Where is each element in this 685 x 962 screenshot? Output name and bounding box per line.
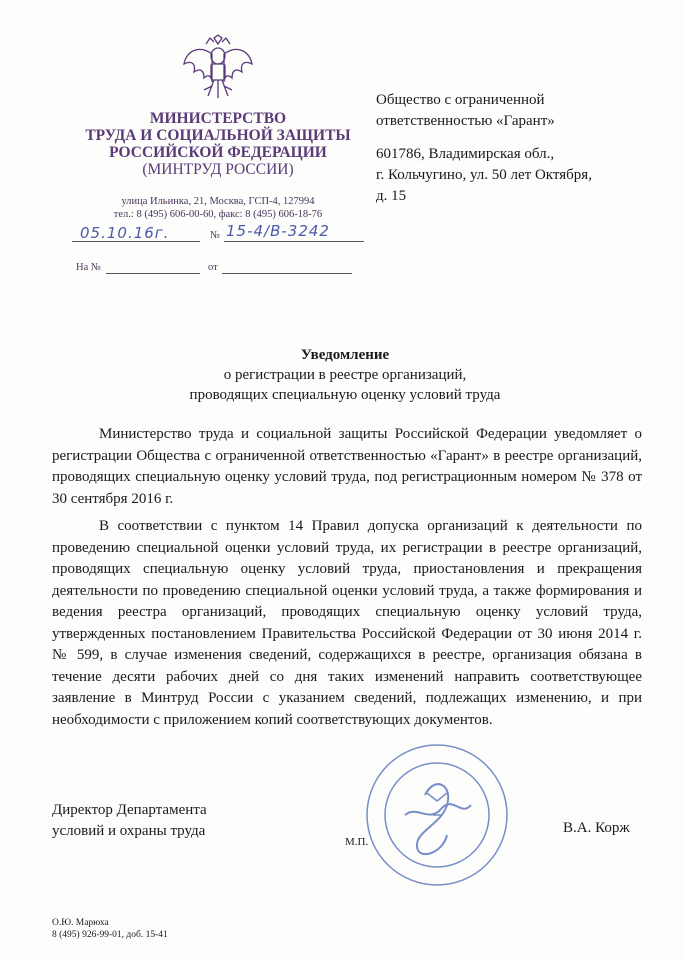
from-underline (222, 272, 352, 274)
coat-of-arms-icon (178, 34, 258, 104)
notice-title (40, 345, 650, 405)
recipient-address-line2: г. Кольчугино, ул. 50 лет Октября, (376, 167, 592, 183)
reference-from-label: от (208, 262, 218, 273)
recipient-name-line1: Общество с ограниченной (376, 92, 545, 108)
outgoing-date: 05.10.16г. (80, 224, 170, 242)
reference-number-label: На № (76, 262, 101, 273)
executor-phone: 8 (495) 926-99-01, доб. 15-41 (52, 930, 168, 940)
signatory-position-line1: Директор Департамента (52, 802, 207, 818)
seal-place-label: М.П. (345, 836, 369, 848)
reference-underline (106, 272, 200, 274)
executor-info (52, 917, 168, 941)
signatory-position-line2: условий и охраны труда (52, 823, 206, 839)
body-paragraph-1: Министерство труда и социальной защиты Российской Федерации уведомляет о регистрации Общества с ограниченной ответственностью «Гарант» в реестре организаций, проводящих специальную оценку условий труда, под регистрационным номером № 378 от 30 сентября 2016 г. (52, 426, 642, 507)
ministry-address: улица Ильинка, 21, Москва, ГСП-4, 127994 (121, 196, 315, 207)
ministry-header (68, 110, 368, 178)
number-underline (224, 240, 364, 242)
recipient-address-line1: 601786, Владимирская обл., (376, 146, 555, 162)
outgoing-number: 15-4/В-3242 (226, 222, 330, 240)
signatory-position (52, 800, 207, 842)
notice-subtitle-2: проводящих специальную оценку условий труда (189, 387, 501, 403)
ministry-address-block (68, 195, 368, 221)
ministry-short-name: (МИНТРУД РОССИИ) (142, 161, 294, 178)
body-paragraph-2: В соответствии с пунктом 14 Правил допуска организаций к деятельности по проведению специальной оценки условий труда, их регистрации в реестре организаций, проводящих специальную оценку условий труда, приостановления и прекращения деятельности по проведению специальной оценки условий труда, а также формирования и ведения реестра организаций, проводящих специальную оценку условий труда, утвержденных постановлением Правительства Российской Федерации от 30 июня 2014 г. № 599, в случае изменения сведений, содержащихся в реестре, организация обязана в течение десяти рабочих дней со дня таких изменений направить соответствующее заявление в Минтруд России с указанием сведений, подлежащих изменению, и при необходимости с приложением копий соответствующих документов. (52, 518, 642, 728)
ministry-line2: ТРУДА И СОЦИАЛЬНОЙ ЗАЩИТЫ (85, 127, 351, 144)
notice-heading: Уведомление (300, 347, 390, 363)
official-stamp-icon (355, 735, 515, 890)
signatory-name: В.А. Корж (563, 820, 630, 836)
letter-body (52, 424, 642, 737)
notice-subtitle-1: о регистрации в реестре организаций, (223, 367, 467, 383)
recipient-block (376, 90, 656, 219)
recipient-name-line2: ответственностью «Гарант» (376, 113, 555, 129)
ministry-line1: МИНИСТЕРСТВО (149, 110, 287, 127)
outgoing-number-label: № (210, 230, 221, 241)
ministry-phones: тел.: 8 (495) 606-00-60, факс: 8 (495) 606-18-76 (113, 209, 323, 220)
executor-name: О.Ю. Марюха (52, 918, 109, 928)
ministry-line3: РОССИЙСКОЙ ФЕДЕРАЦИИ (109, 144, 327, 161)
recipient-address-line3: д. 15 (376, 188, 407, 204)
